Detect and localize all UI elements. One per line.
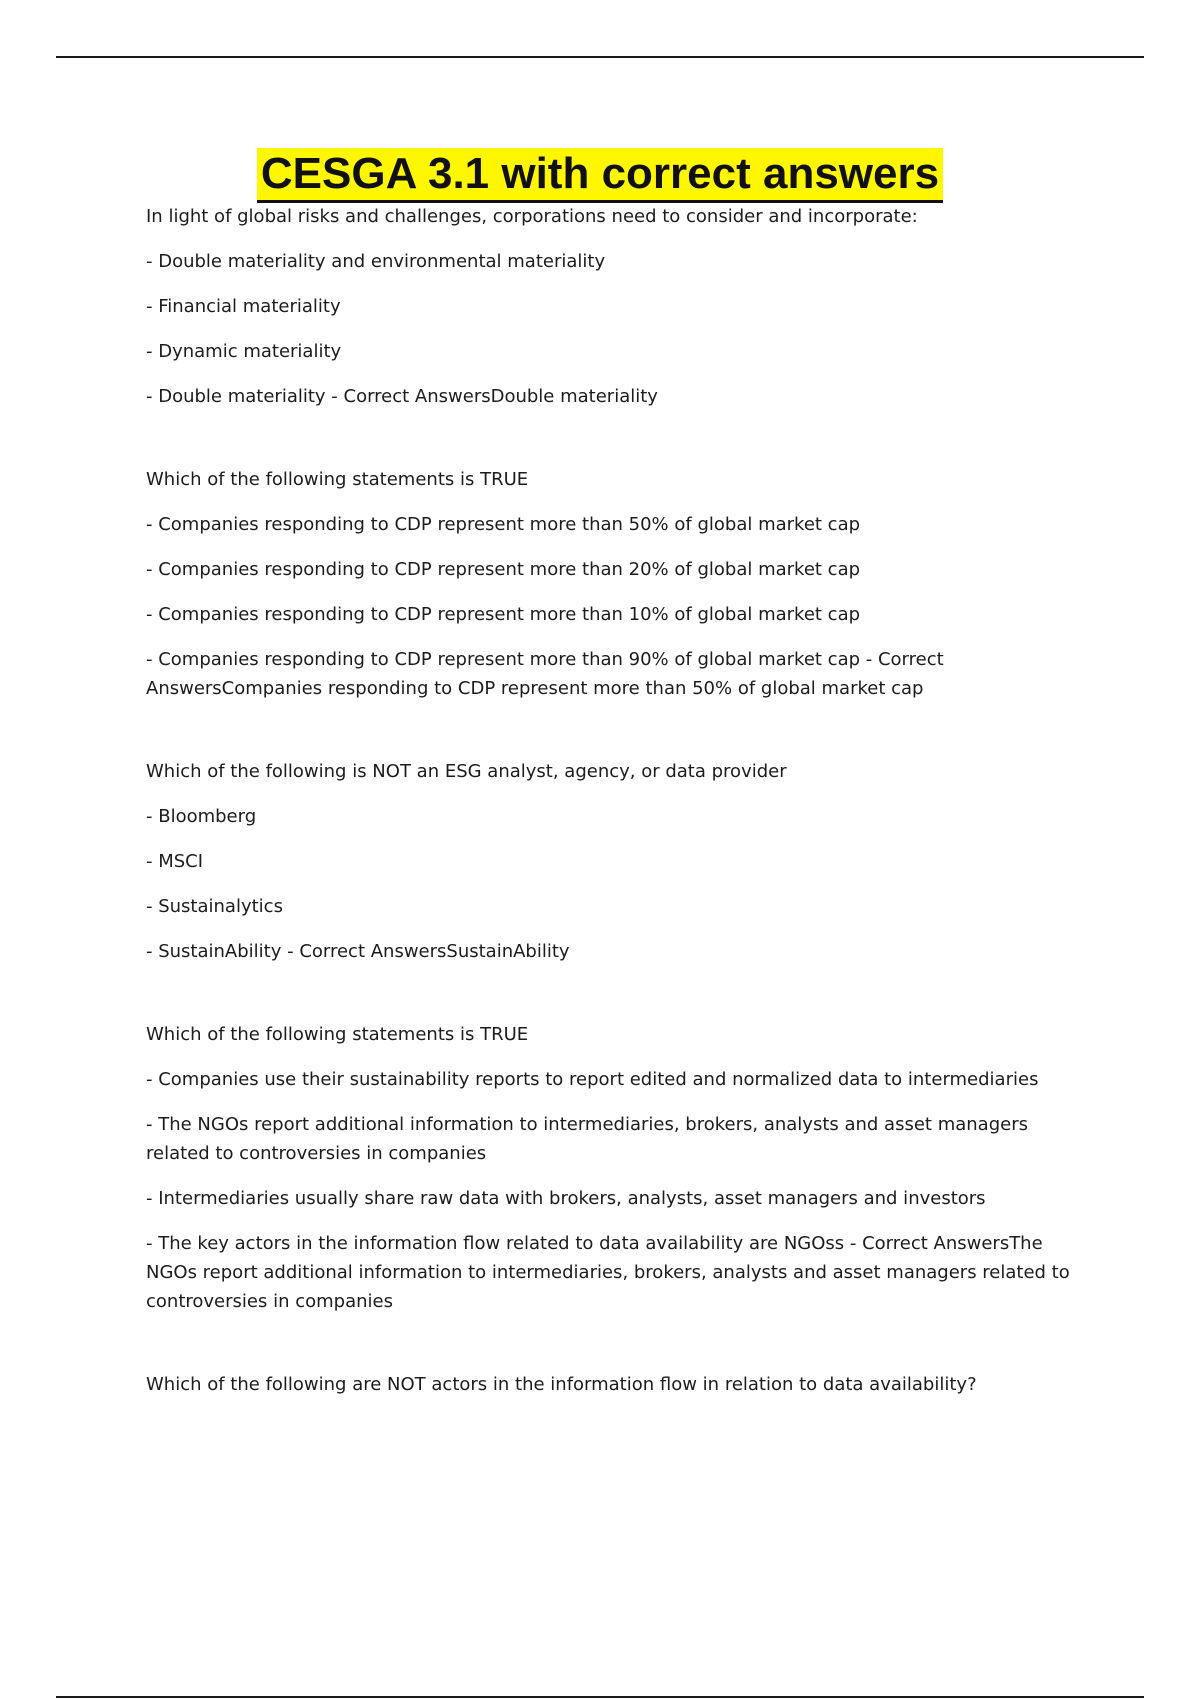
answer-option: - Companies responding to CDP represent more than 50% of global market cap (146, 514, 861, 535)
question-block (146, 1370, 1076, 1399)
answer-option: - Double materiality and environmental materiality (146, 251, 606, 272)
question-prompt: In light of global risks and challenges, corporations need to consider and incorporate: (146, 206, 918, 227)
answer-option: - Intermediaries usually share raw data with brokers, analysts, asset managers and investors (146, 1188, 986, 1209)
question-list (146, 202, 1076, 1415)
answer-option: - Companies responding to CDP represent more than 20% of global market cap (146, 559, 861, 580)
header-rule (56, 56, 1144, 58)
answer-option-correct: - The key actors in the information flow related to data availability are NGOss - Correct AnswersThe NGOs report additional information to intermediaries, brokers, analysts and asset managers related to controversies in companies (146, 1233, 1070, 1312)
answer-option: - Companies responding to CDP represent more than 10% of global market cap (146, 604, 861, 625)
question-prompt: Which of the following are NOT actors in the information flow in relation to data availability? (146, 1374, 977, 1395)
question-prompt: Which of the following is NOT an ESG analyst, agency, or data provider (146, 761, 787, 782)
question-prompt: Which of the following statements is TRUE (146, 1024, 529, 1045)
answer-option: - Dynamic materiality (146, 341, 342, 362)
answer-option-correct: - SustainAbility - Correct AnswersSustainAbility (146, 941, 570, 962)
answer-option: - MSCI (146, 851, 204, 872)
document-title: CESGA 3.1 with correct answers (257, 148, 943, 203)
answer-option: - Financial materiality (146, 296, 341, 317)
answer-option: - Bloomberg (146, 806, 257, 827)
question-block (146, 202, 1076, 411)
question-block (146, 757, 1076, 966)
question-block (146, 1020, 1076, 1316)
answer-option: - The NGOs report additional information to intermediaries, brokers, analysts and asset managers related to controversies in companies (146, 1114, 1028, 1164)
question-prompt: Which of the following statements is TRUE (146, 469, 529, 490)
question-block (146, 465, 1076, 703)
title-wrap (0, 148, 1200, 203)
answer-option: - Sustainalytics (146, 896, 283, 917)
footer-rule (56, 1696, 1144, 1698)
answer-option: - Companies use their sustainability reports to report edited and normalized data to intermediaries (146, 1069, 1039, 1090)
answer-option-correct: - Double materiality - Correct AnswersDouble materiality (146, 386, 658, 407)
answer-option-correct: - Companies responding to CDP represent more than 90% of global market cap - Correct AnswersCompanies responding to CDP represent more than 50% of global market cap (146, 649, 944, 699)
